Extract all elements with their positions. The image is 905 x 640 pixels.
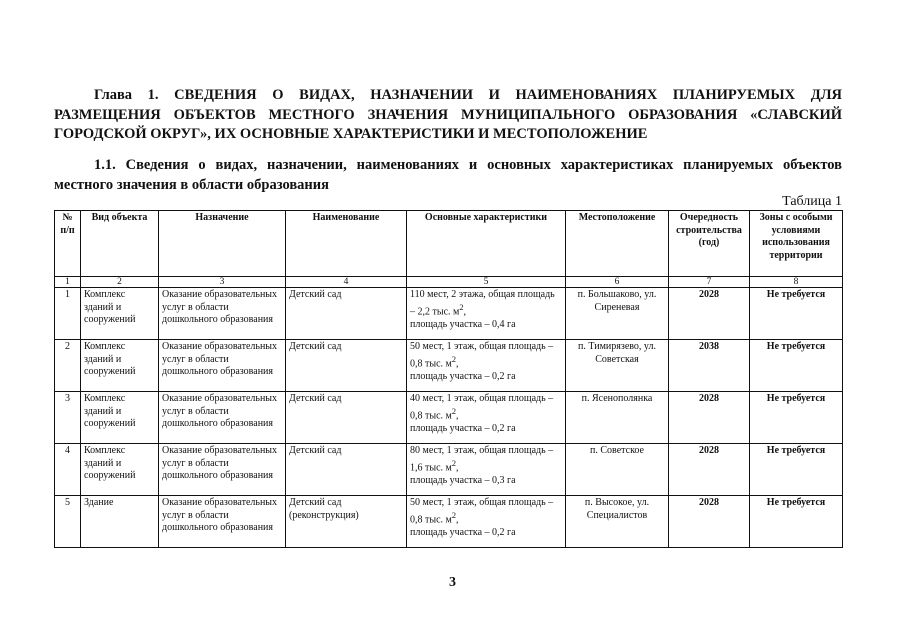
special-zones: Не требуется: [750, 444, 843, 496]
column-number: 4: [286, 277, 407, 288]
object-type: Комплекс зданий и сооружений: [81, 444, 159, 496]
plot-area-text: площадь участка – 0,2 га: [410, 370, 516, 382]
object-name: Детский сад: [286, 340, 407, 392]
object-characteristics: [407, 444, 566, 496]
column-number: 1: [55, 277, 81, 288]
object-type: Здание: [81, 496, 159, 548]
object-name: Детский сад: [286, 444, 407, 496]
page-number: 3: [449, 575, 456, 590]
characteristics-comma: ,: [456, 461, 459, 473]
characteristics-text: 50 мест, 1 этаж, общая площадь – 0,8 тыс. м: [410, 497, 554, 525]
area-unit-superscript: 2: [451, 510, 457, 520]
objects-table: [54, 210, 843, 548]
section-heading: 1.1. Сведения о видах, назначении, наименованиях и основных характеристиках планируемых объектов местного значения в области образования: [54, 157, 842, 193]
area-unit-superscript: 2: [451, 406, 457, 416]
special-zones: Не требуется: [750, 496, 843, 548]
special-zones: Не требуется: [750, 392, 843, 444]
column-number: 8: [750, 277, 843, 288]
plot-area-text: площадь участка – 0,4 га: [410, 318, 516, 330]
row-number: 1: [55, 288, 81, 340]
table-row: [55, 340, 843, 392]
plot-area-text: площадь участка – 0,2 га: [410, 526, 516, 538]
table-row: [55, 496, 843, 548]
construction-year: 2028: [669, 288, 750, 340]
chapter-heading: Глава 1. СВЕДЕНИЯ О ВИДАХ, НАЗНАЧЕНИИ И НАИМЕНОВАНИЯХ ПЛАНИРУЕМЫХ ДЛЯ РАЗМЕЩЕНИЯ ОБЪЕКТОВ МЕСТНОГО ЗНАЧЕНИЯ МУНИЦИПАЛЬНОГО ОБРАЗОВАНИЯ «СЛАВСКИЙ ГОРОДСКОЙ ОКРУГ», ИХ ОСНОВНЫЕ ХАРАКТЕРИСТИКИ И МЕСТОПОЛОЖЕНИЕ: [54, 87, 842, 142]
construction-year: 2028: [669, 444, 750, 496]
header-zones: Зоны с особыми условиями использования территории: [750, 211, 843, 277]
header-year: Очередность строительства (год): [669, 211, 750, 277]
area-unit-superscript: 2: [451, 458, 457, 468]
column-number: 6: [566, 277, 669, 288]
row-number: 3: [55, 392, 81, 444]
table-row: [55, 444, 843, 496]
table-header-row: [55, 211, 843, 277]
object-location: п. Большаково, ул. Сиреневая: [566, 288, 669, 340]
header-characteristics: Основные характеристики: [407, 211, 566, 277]
header-purpose: Назначение: [159, 211, 286, 277]
column-number: 2: [81, 277, 159, 288]
characteristics-comma: ,: [456, 409, 459, 421]
object-characteristics: [407, 392, 566, 444]
characteristics-text: 110 мест, 2 этажа, общая площадь – 2,2 тыс. м: [410, 289, 555, 317]
row-number: 4: [55, 444, 81, 496]
table-caption: Таблица 1: [782, 194, 842, 209]
characteristics-comma: ,: [463, 305, 467, 317]
column-number: 7: [669, 277, 750, 288]
object-purpose: Оказание образовательных услуг в области дошкольного образования: [159, 288, 286, 340]
object-location: п. Ясенополянка: [566, 392, 669, 444]
object-location: п. Советское: [566, 444, 669, 496]
object-characteristics: [407, 288, 566, 340]
column-number: 3: [159, 277, 286, 288]
object-purpose: Оказание образовательных услуг в области дошкольного образования: [159, 392, 286, 444]
object-purpose: Оказание образовательных услуг в области дошкольного образования: [159, 496, 286, 548]
object-name: Детский сад: [286, 392, 407, 444]
header-type: Вид объекта: [81, 211, 159, 277]
construction-year: 2028: [669, 496, 750, 548]
object-purpose: Оказание образовательных услуг в области дошкольного образования: [159, 340, 286, 392]
header-location: Местоположение: [566, 211, 669, 277]
header-num: № п/п: [55, 211, 81, 277]
row-number: 5: [55, 496, 81, 548]
object-characteristics: [407, 496, 566, 548]
column-number: 5: [407, 277, 566, 288]
characteristics-comma: ,: [456, 513, 459, 525]
construction-year: 2038: [669, 340, 750, 392]
plot-area-text: площадь участка – 0,2 га: [410, 422, 516, 434]
plot-area-text: площадь участка – 0,3 га: [410, 474, 516, 486]
column-numbers-row: [55, 277, 843, 288]
object-location: п. Высокое, ул. Специалистов: [566, 496, 669, 548]
area-unit-superscript: 2: [451, 354, 457, 364]
object-characteristics: [407, 340, 566, 392]
object-purpose: Оказание образовательных услуг в области дошкольного образования: [159, 444, 286, 496]
construction-year: 2028: [669, 392, 750, 444]
object-type: Комплекс зданий и сооружений: [81, 340, 159, 392]
characteristics-text: 50 мест, 1 этаж, общая площадь – 0,8 тыс. м: [410, 341, 554, 369]
object-type: Комплекс зданий и сооружений: [81, 288, 159, 340]
object-location: п. Тимирязево, ул. Советская: [566, 340, 669, 392]
table-row: [55, 392, 843, 444]
header-name: Наименование: [286, 211, 407, 277]
characteristics-text: 80 мест, 1 этаж, общая площадь – 1,6 тыс. м: [410, 445, 554, 473]
characteristics-comma: ,: [456, 357, 459, 369]
object-name: Детский сад (реконструкция): [286, 496, 407, 548]
characteristics-text: 40 мест, 1 этаж, общая площадь – 0,8 тыс. м: [410, 393, 554, 421]
special-zones: Не требуется: [750, 288, 843, 340]
table-row: [55, 288, 843, 340]
area-unit-superscript: 2: [459, 302, 464, 312]
special-zones: Не требуется: [750, 340, 843, 392]
object-type: Комплекс зданий и сооружений: [81, 392, 159, 444]
object-name: Детский сад: [286, 288, 407, 340]
row-number: 2: [55, 340, 81, 392]
